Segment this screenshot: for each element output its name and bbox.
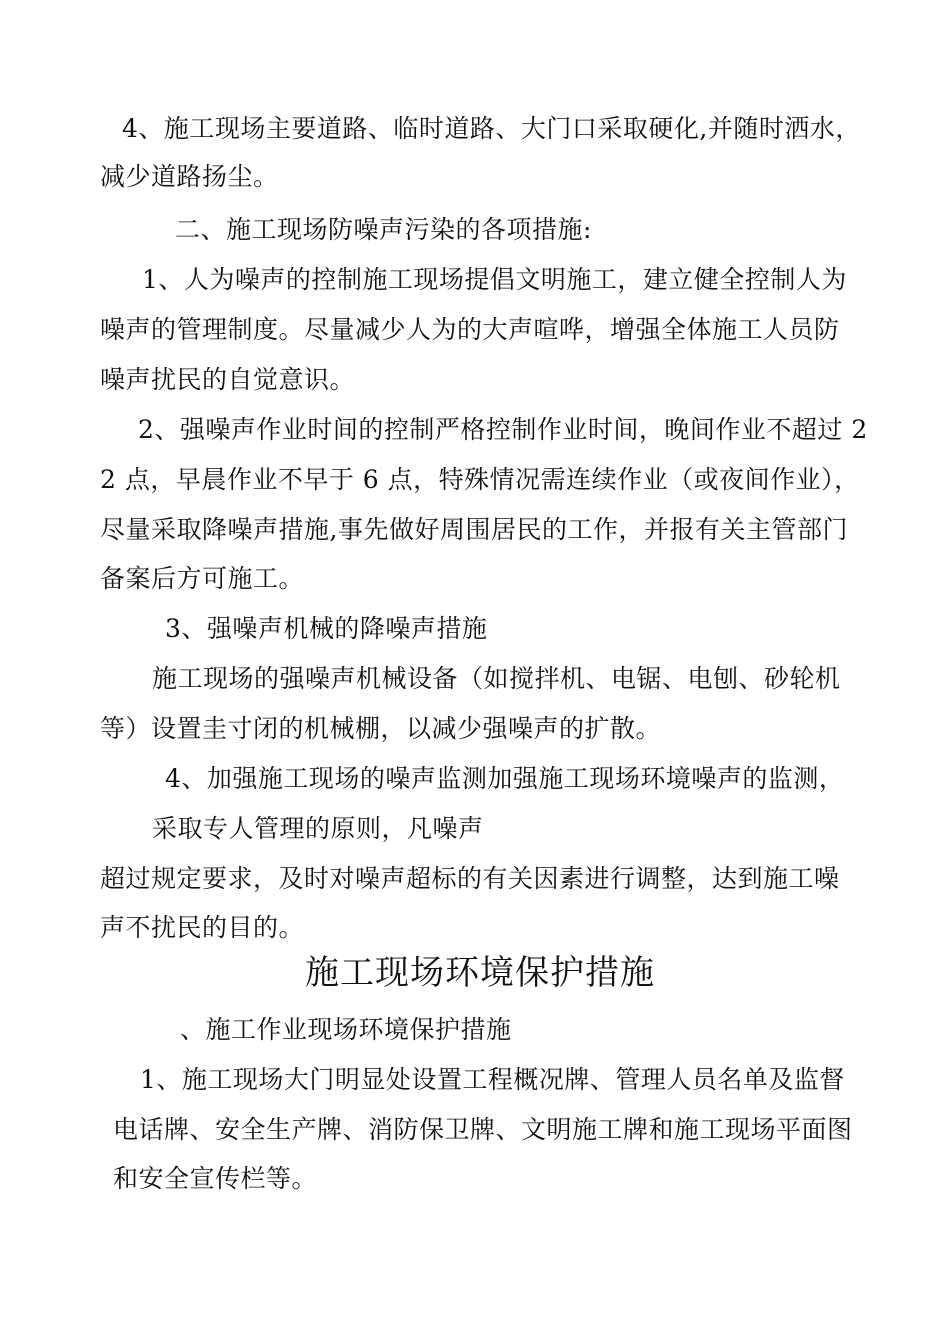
paragraph-line: 等）设置圭寸闭的机械棚，以减少强噪声的扩散。 xyxy=(100,714,662,743)
section-heading: 、施工作业现场环境保护措施 xyxy=(180,1015,512,1044)
paragraph-line: 电话牌、安全生产牌、消防保卫牌、文明施工牌和施工现场平面图 xyxy=(113,1115,853,1144)
subsection-heading: 3、强噪声机械的降噪声措施 xyxy=(165,614,488,643)
paragraph-line: 4、加强施工现场的噪声监测加强施工现场环境噪声的监测， xyxy=(165,764,845,793)
main-heading: 施工现场环境保护措施 xyxy=(305,953,655,993)
paragraph-line: 2 点，早晨作业不早于 6 点，特殊情况需连续作业（或夜间作业）， xyxy=(100,465,860,494)
paragraph-line: 减少道路扬尘。 xyxy=(100,162,279,191)
paragraph-line: 1、人为噪声的控制施工现场提倡文明施工，建立健全控制人为 xyxy=(142,265,847,294)
paragraph-line: 尽量采取降噪声措施,事先做好周围居民的工作，并报有关主管部门 xyxy=(100,515,848,544)
section-heading: 二、施工现场防噪声污染的各项措施: xyxy=(175,215,592,244)
paragraph-line: 备案后方可施工。 xyxy=(100,564,305,593)
paragraph-line: 施工现场的强噪声机械设备（如搅拌机、电锯、电刨、砂轮机 xyxy=(152,664,841,693)
paragraph-line: 1、施工现场大门明显处设置工程概况牌、管理人员名单及监督 xyxy=(140,1065,845,1094)
paragraph-line: 4、施工现场主要道路、临时道路、大门口采取硬化,并随时洒水， xyxy=(122,114,861,143)
paragraph-line: 噪声的管理制度。尽量减少人为的大声喧哗，增强全体施工人员防 xyxy=(100,315,840,344)
paragraph-line: 声不扰民的目的。 xyxy=(100,913,305,942)
paragraph-line: 超过规定要求，及时对噪声超标的有关因素进行调整，达到施工噪 xyxy=(100,864,840,893)
paragraph-line: 和安全宣传栏等。 xyxy=(113,1164,318,1193)
paragraph-line: 噪声扰民的自觉意识。 xyxy=(100,365,356,394)
paragraph-line: 采取专人管理的原则，凡噪声 xyxy=(152,814,484,843)
paragraph-line: 2、强噪声作业时间的控制严格控制作业时间，晚间作业不超过 2 xyxy=(138,415,868,444)
